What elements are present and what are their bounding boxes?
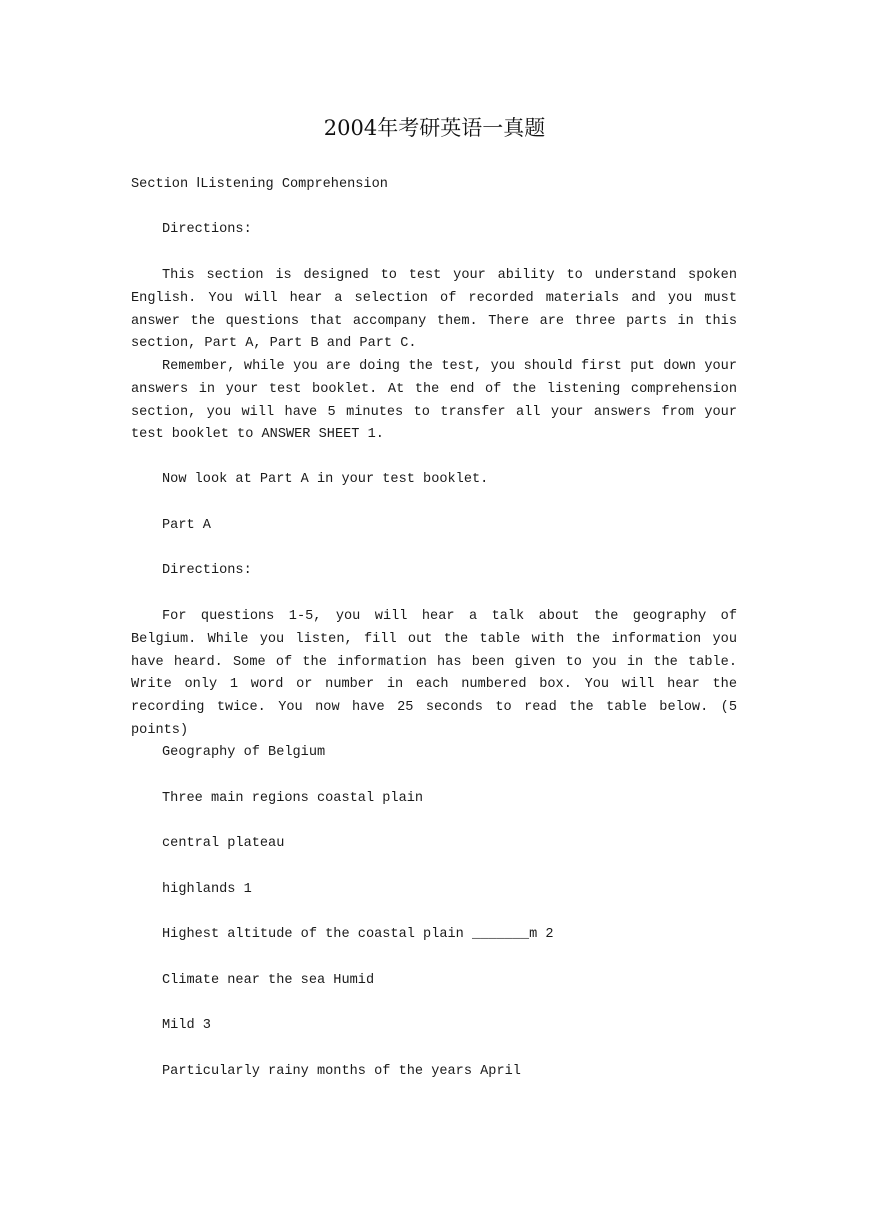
directions-label: Directions: — [162, 222, 252, 237]
table-line: Mild 3 — [162, 1018, 211, 1033]
table-line: Highest altitude of the coastal plain _______m 2 — [162, 927, 554, 942]
table-line: highlands 1 — [162, 882, 252, 897]
part-a-heading: Part A — [162, 518, 211, 533]
table-line: Three main regions coastal plain — [162, 791, 424, 806]
part-a-instruction: Now look at Part A in your test booklet. — [162, 472, 489, 487]
reminder-paragraph: Remember, while you are doing the test, you should first put down your answers in your test booklet. At the end of the listening comprehension section, you will have 5 minutes to transfer all your answers from your test booklet to ANSWER SHEET 1. — [131, 359, 737, 443]
table-title: Geography of Belgium — [162, 745, 326, 760]
part-a-directions-label: Directions: — [162, 563, 252, 578]
table-line: Particularly rainy months of the years April — [162, 1064, 521, 1079]
document-title: 2004年考研英语一真题 — [323, 116, 546, 140]
intro-paragraph: This section is designed to test your ability to understand spoken English. You will hear a selection of recorded materials and you must answer the questions that accompany them. There are three parts in this section, Part A, Part B and Part C. — [131, 268, 737, 352]
table-line: Climate near the sea Humid — [162, 973, 375, 988]
part-a-directions-paragraph: For questions 1-5, you will hear a talk about the geography of Belgium. While you listen, fill out the table with the information you have heard. Some of the information has been given to you in the table. Write only 1 word or number in each numbered box. You will hear the recording twice. You now have 25 seconds to read the table below. (5 points) — [131, 609, 737, 738]
section-heading: Section ⅠListening Comprehension — [131, 177, 388, 192]
table-line: central plateau — [162, 836, 285, 851]
